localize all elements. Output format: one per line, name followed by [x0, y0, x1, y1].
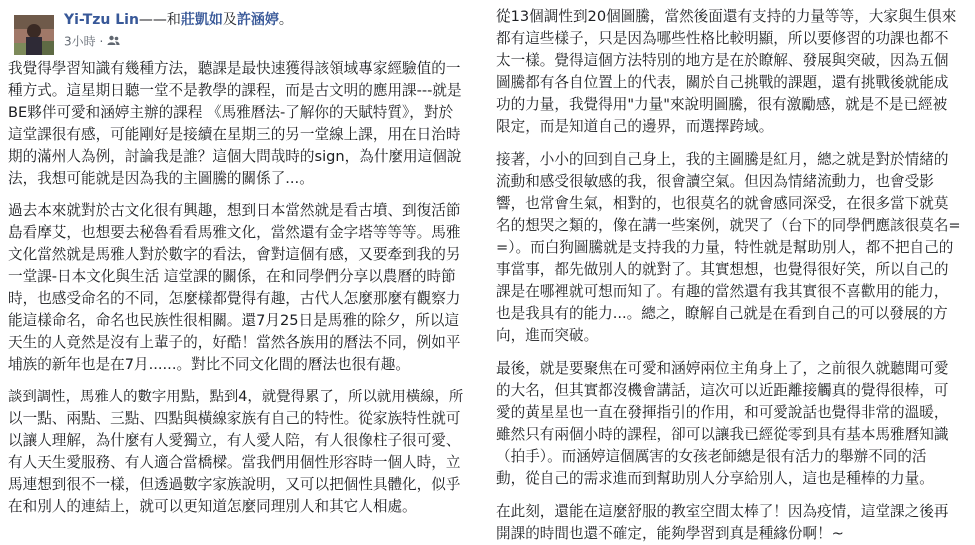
post-author-line — [64, 11, 293, 29]
paragraph-line: 動，從自己的需求進而到幫助別人分享給別人，這也是種棒的力量。 — [496, 470, 934, 487]
paragraph-line: 也是我具有的能力...。總之，瞭解自己就是在看到自己的可以發展的方 — [496, 305, 948, 322]
paragraph-line: 這堂課很有感，可能剛好是接續在星期三的另一堂線上課，用在日治時 — [8, 126, 461, 143]
paragraph-line: 事當事，都先做別人的就對了。其實想想，也覺得很好笑，所以自己的 — [496, 261, 949, 278]
paragraph-line: 從13個調性到20個圖騰，當然後面還有支持的力量等等，大家與生俱來 — [496, 8, 957, 25]
tagged-user-link-1[interactable]: 莊凱如 — [180, 12, 223, 28]
paragraph-line: 圖騰都有各自位置上的代表，關於自己挑戰的課題，還有挑戰後就能成 — [496, 74, 949, 91]
paragraph-line: 流動和感受很敏感的我，很會讀空氣。但因為情緒流動力，也會受影 — [496, 173, 934, 190]
paragraph-line: 課是在哪裡就可想而知了。有趣的當然還有我其實很不喜歡用的能力， — [496, 283, 949, 300]
paragraph-line: 期的滿州人為例，討論我是誰？這個大問哉時的sign，為什麼用這個說 — [8, 148, 462, 165]
paragraph-line: 都有這些樣子，只是因為哪些性格比較明顯，所以要修習的功課也都不 — [496, 30, 949, 47]
post-header — [8, 0, 469, 58]
paragraph-line: 雖然只有兩個小時的課程，卻可以讓我已經從零到具有基本馬雅曆知識 — [496, 426, 949, 443]
paragraph-line: 島看摩艾，也想要去秘魯看看馬雅文化，當然還有金字塔等等等。馬雅 — [8, 224, 461, 241]
post-paragraph — [496, 358, 969, 490]
paragraph-line: 名的想哭之類的，像在講一些案例，就哭了（台下的同學們應該很莫名= — [496, 217, 961, 234]
author-name-link[interactable]: Yi-Tzu Lin — [64, 12, 139, 28]
paragraph-line: 談到調性，馬雅人的數字用點，點到4，就覺得累了，所以就用橫線，所 — [8, 389, 464, 405]
paragraph-line: 在和別人的連結上，就可以更知道怎麼同理別人和其它人相處。 — [8, 498, 417, 515]
paragraph-line: （拍手）。而涵婷這個厲害的女孩老師總是很有活力的舉辦不同的活 — [496, 448, 927, 465]
post-paragraph — [496, 6, 969, 138]
paragraph-line: =）。而白狗圖騰就是支持我的力量，特性就是幫助別人，都不把自己的 — [496, 239, 954, 256]
post-body-left — [8, 58, 469, 518]
paragraph-line: 埔族的新年也是在7月......。對比不同文化間的曆法也很有趣。 — [8, 356, 410, 373]
post-paragraph — [496, 149, 969, 347]
paragraph-line: 文化當然就是馬雅人對於數字的看法，會對這個有感，又要牽到我的另 — [8, 246, 461, 263]
post-paragraph — [8, 58, 469, 190]
conjunction-text: 及 — [222, 12, 237, 28]
paragraph-line: 功的力量，我覺得用"力量"來說明圖騰，很有激勵感，就是不是已經被 — [496, 96, 948, 113]
paragraph-line: 在此刻，還能在這麼舒服的教室空間太棒了！因為疫情，這堂課之後再 — [496, 503, 949, 520]
paragraph-line: 有人天生愛服務、有人適合當橋樑。當我們用個性形容時一個人時，立 — [8, 454, 461, 471]
paragraph-line: 能這樣命名，命名也民族性很相關。還7月25日是馬雅的除夕，所以這 — [8, 312, 460, 329]
post-paragraph — [496, 501, 969, 545]
paragraph-line: 過去本來就對於古文化很有興趣，想到日本當然就是看古墳、到復活節 — [8, 202, 461, 219]
paragraph-line: 愛的黃星星也一直在發揮指引的作用，和可愛說話也覺得非常的溫暖， — [496, 404, 949, 421]
post-timestamp[interactable]: 3小時 — [64, 34, 96, 49]
post-column-right — [488, 0, 975, 542]
paragraph-line: 天生的人竟然是沒有上輩子的，好酷！當然各族用的曆法不同，例如平 — [8, 334, 461, 351]
post-column-left — [0, 0, 475, 515]
tagged-user-link-2[interactable]: 許涵婷 — [236, 12, 279, 28]
paragraph-line: 法，我想可能就是因為我的主圖騰的關係了...。 — [8, 170, 314, 187]
author-dash-text: ——和 — [138, 12, 181, 28]
paragraph-line: 接著，小小的回到自己身上，我的主圖騰是紅月，總之就是對於情緒的 — [496, 151, 949, 168]
paragraph-line: 太一樣。覺得這個方法特別的地方是在於瞭解、發展與突破，因為五個 — [496, 52, 949, 69]
author-line-end: 。 — [278, 12, 293, 28]
paragraph-line: 響，也常會生氣，相對的，也很莫名的就會感同深受，在很多當下就莫 — [496, 195, 949, 212]
post-body-right — [496, 0, 969, 545]
paragraph-line: 一堂課-日本文化與生活 這堂課的關係，在和同學們分享以農曆的時節 — [8, 268, 456, 285]
paragraph-line: 時，也感受命名的不同，怎麼樣都覺得有趣，古代人怎麼那麼有觀察力 — [8, 290, 461, 307]
avatar-image — [14, 15, 54, 55]
friends-icon[interactable] — [107, 35, 120, 49]
paragraph-line: 開課的時間也還不確定，能夠學習到真是種緣份啊！~ — [496, 525, 844, 542]
paragraph-line: 以讓人理解，為什麼有人愛獨立，有人愛人陪，有人很像柱子很可愛、 — [8, 432, 461, 449]
paragraph-line: 以一點、兩點、三點、四點與橫線家族有自己的特性。從家族特性就可 — [8, 410, 461, 427]
meta-separator: · — [95, 34, 108, 49]
paragraph-line: 限定，而是知道自己的邊界，而選擇跨域。 — [496, 118, 774, 135]
post-paragraph — [8, 386, 469, 518]
avatar[interactable] — [14, 15, 54, 55]
paragraph-line: 我覺得學習知識有幾種方法，聽課是最快速獲得該領域專家經驗值的一 — [8, 60, 461, 77]
paragraph-line: 最後，就是要聚焦在可愛和涵婷兩位主角身上了，之前很久就聽聞可愛 — [496, 360, 949, 377]
post-meta — [64, 33, 120, 50]
paragraph-line: 馬連想到很不一樣，但透過數字家族說明，又可以把個性具體化，似乎 — [8, 476, 461, 493]
post-paragraph — [8, 200, 469, 376]
paragraph-line: BE夥伴可愛和涵婷主辦的課程 《馬雅曆法-了解你的天賦特質》，對於 — [8, 104, 454, 121]
paragraph-line: 向，進而突破。 — [496, 327, 599, 344]
paragraph-line: 的大名，但其實都沒機會講話，這次可以近距離接觸真的覺得很棒，可 — [496, 382, 949, 399]
paragraph-line: 種方式。這星期日聽一堂不是教學的課程，而是古文明的應用課---就是 — [8, 82, 462, 99]
